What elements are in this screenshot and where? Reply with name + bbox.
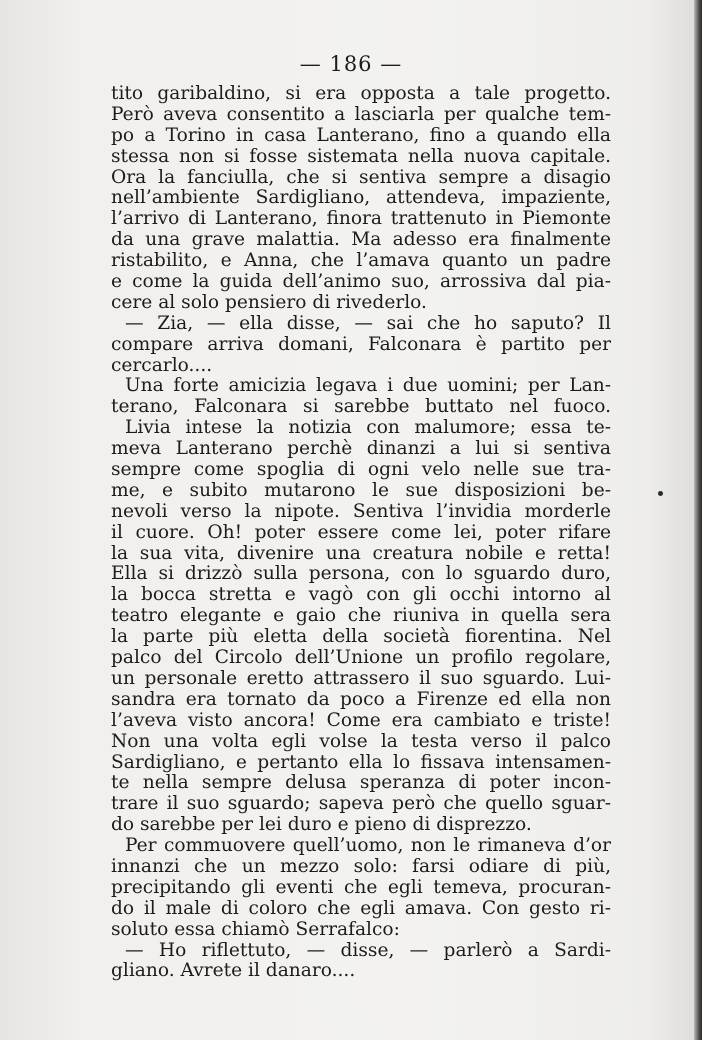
text-line: Una forte amicizia legava i due uomini; per Lan- (125, 375, 611, 397)
text-line: do sarebbe per lei duro e pieno di disprezzo. (111, 814, 532, 836)
text-line: meva Lanterano perchè dinanzi a lui si sentiva (111, 438, 611, 460)
text-line: compare arriva domani, Falconara è partito per (111, 333, 611, 355)
text-line: ristabilito, e Anna, che l’amava quanto un padre (111, 250, 611, 272)
text-line: soluto essa chiamò Serrafalco: (111, 918, 400, 940)
text-line: do il male di coloro che egli amava. Con gesto ri- (111, 897, 611, 919)
text-line: cercarlo.... (111, 354, 213, 376)
ink-speck (658, 491, 663, 496)
text-line: Non una volta egli volse la testa verso il palco (111, 730, 611, 752)
text-line: la sua vita, divenire una creatura nobile e retta! (111, 542, 611, 564)
text-line: trare il suo sguardo; sapeva però che quello sguar- (111, 793, 611, 815)
text-line: cere al solo pensiero di rivederlo. (111, 291, 427, 313)
text-line: l’arrivo di Lanterano, finora trattenuto in Piemonte (111, 208, 611, 230)
page-number: — 186 — (299, 52, 403, 76)
text-line: teatro elegante e gaio che riuniva in quella sera (111, 605, 611, 627)
text-line: tito garibaldino, si era opposta a tale progetto. (111, 83, 611, 104)
body-text (111, 84, 611, 982)
text-line: palco del Circolo dell’Unione un profilo regolare, (111, 647, 611, 669)
text-line: la parte più eletta della società fiorentina. Nel (111, 626, 611, 648)
text-line: il cuore. Oh! poter essere come lei, poter rifare (111, 521, 611, 543)
text-line: sandra era tornato da poco a Firenze ed ella non (111, 688, 611, 710)
text-line: gliano. Avrete il danaro.... (111, 960, 356, 982)
text-line: Per commuovere quell’uomo, non le rimaneva d’or (125, 835, 611, 857)
text-line: po a Torino in casa Lanterano, fino a quando ella (111, 124, 611, 146)
text-line: nevoli verso la nipote. Sentiva l’invidia morderle (111, 500, 611, 522)
text-line: precipitando gli eventi che egli temeva, procuran- (111, 876, 611, 898)
text-line: — Zia, — ella disse, — sai che ho saputo? Il (125, 312, 611, 334)
text-line: Però aveva consentito a lasciarla per qualche tem- (111, 103, 611, 125)
text-line: stessa non si fosse sistemata nella nuova capitale. (111, 145, 611, 167)
text-line: la bocca stretta e vagò con gli occhi intorno al (111, 584, 611, 606)
text-line: Ella si drizzò sulla persona, con lo sguardo duro, (111, 563, 611, 585)
text-line: l’aveva visto ancora! Come era cambiato e triste! (111, 709, 611, 731)
text-line: terano, Falconara si sarebbe buttato nel fuoco. (111, 396, 611, 418)
text-line: — Ho riflettuto, — disse, — parlerò a Sardi- (125, 939, 611, 961)
text-line: un personale eretto attrassero il suo sguardo. Lui- (111, 667, 611, 689)
binding-edge (694, 0, 702, 1040)
text-line: da una grave malattia. Ma adesso era finalmente (111, 229, 611, 251)
text-line: Ora la fanciulla, che si sentiva sempre a disagio (111, 166, 611, 188)
text-line: e come la guida dell’animo suo, arrossiva dal pia- (111, 271, 611, 293)
text-line: Livia intese la notizia con malumore; essa te- (125, 417, 611, 439)
text-line: Sardigliano, e pertanto ella lo fissava intensamen- (111, 751, 611, 773)
text-line: me, e subito mutarono le sue disposizioni be- (111, 479, 611, 501)
text-line: innanzi che un mezzo solo: farsi odiare di più, (111, 855, 611, 877)
text-line: te nella sempre delusa speranza di poter incon- (111, 772, 611, 794)
text-line: nell’ambiente Sardigliano, attendeva, impaziente, (111, 187, 611, 209)
text-line: sempre come spoglia di ogni velo nelle sue tra- (111, 459, 611, 481)
